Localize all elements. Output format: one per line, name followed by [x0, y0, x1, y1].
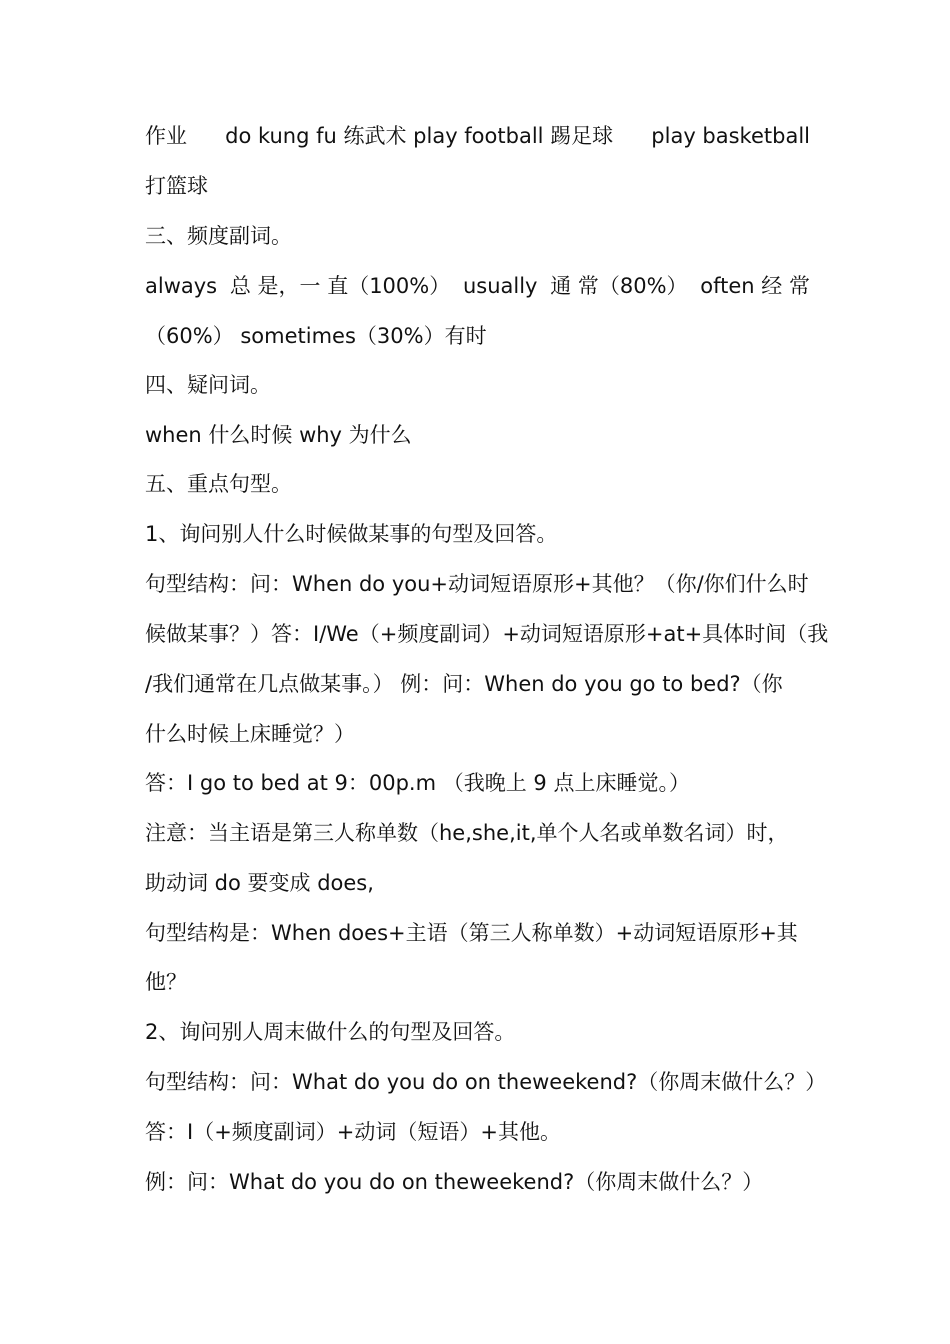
sub-heading: 2、询问别人周末做什么的句型及回答。	[145, 1020, 516, 1044]
text-line: （60%） sometimes（30%）有时	[145, 324, 487, 348]
adverb-line-1	[145, 272, 810, 300]
vocab-line-1	[145, 122, 810, 150]
sub-heading: 1、询问别人什么时候做某事的句型及回答。	[145, 522, 558, 546]
text-line: 答：I（+频度副词）+动词（短语）+其他。	[145, 1120, 561, 1144]
section-heading: 四、疑问词。	[145, 373, 271, 397]
text-line: /我们通常在几点做某事。） 例：问：When do you go to bed?（你	[145, 672, 783, 696]
text-line: 答：I go to bed at 9：00p.m （我晚上 9 点上床睡觉。）	[145, 771, 690, 795]
section-heading: 五、重点句型。	[145, 472, 292, 496]
text-line: 句型结构：问：What do you do on theweekend?（你周末做什么？）	[145, 1070, 827, 1094]
text-segment: 作业	[145, 124, 187, 148]
text-line: 助动词 do 要变成 does,	[145, 871, 374, 895]
text-line: 句型结构：问：When do you+动词短语原形+其他？（你/你们什么时	[145, 572, 809, 596]
section-heading: 三、频度副词。	[145, 224, 292, 248]
text-line: 打篮球	[145, 174, 208, 198]
text-line: 什么时候上床睡觉？）	[145, 722, 355, 746]
text-segment: often 经 常	[700, 274, 810, 298]
text-segment: do kung fu 练武术 play football 踢足球	[225, 124, 614, 148]
text-segment: 总 是，一 直（100%）	[229, 274, 451, 298]
text-line: 句型结构是：When does+主语（第三人称单数）+动词短语原形+其	[145, 921, 798, 945]
text-line: 例：问：What do you do on theweekend?（你周末做什么？）	[145, 1170, 764, 1194]
text-segment: play basketball	[651, 124, 810, 148]
text-segment: always	[145, 274, 218, 298]
text-segment: usually	[462, 274, 538, 298]
text-line: when 什么时候 why 为什么	[145, 423, 412, 447]
text-line: 注意：当主语是第三人称单数（he,she,it,单个人名或单数名词）时，	[145, 821, 789, 845]
text-line: 他？	[145, 970, 187, 994]
text-segment: 通 常（80%）	[550, 274, 688, 298]
text-line: 候做某事？）答：I/We（+频度副词）+动词短语原形+at+具体时间（我	[145, 622, 829, 646]
